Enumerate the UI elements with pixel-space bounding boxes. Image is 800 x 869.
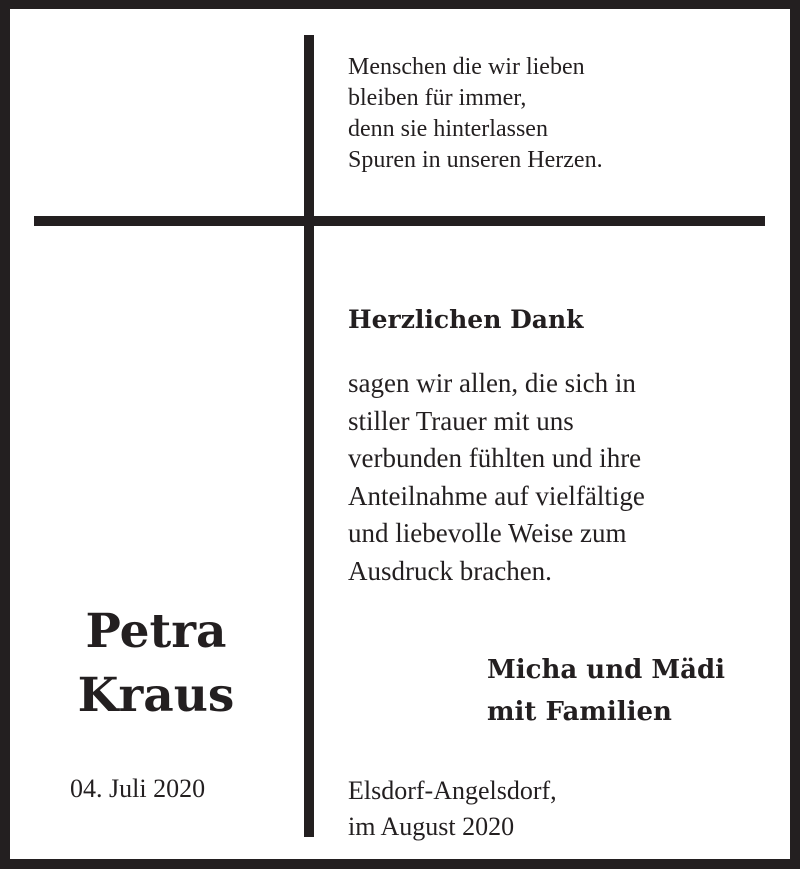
thanks-line: verbunden fühlten und ihre bbox=[348, 443, 642, 474]
thanks-line: Anteilnahme auf vielfältige bbox=[348, 480, 645, 511]
signature-line: Micha und Mädi bbox=[487, 655, 726, 685]
death-date: 04. Juli 2020 bbox=[70, 774, 206, 803]
place-line: im August 2020 bbox=[348, 812, 515, 841]
thanks-line: sagen wir allen, die sich in bbox=[348, 368, 636, 398]
place-and-date bbox=[348, 773, 557, 845]
memorial-quote bbox=[348, 52, 603, 176]
cross-horizontal-bar bbox=[34, 216, 765, 226]
deceased-first-name: Petra bbox=[85, 604, 227, 659]
thanks-line: und liebevolle Weise zum bbox=[348, 518, 627, 549]
deceased-last-name: Kraus bbox=[77, 668, 235, 723]
family-signature bbox=[487, 649, 725, 733]
thanks-heading: Herzlichen Dank bbox=[348, 305, 584, 334]
signature-line: mit Familien bbox=[487, 697, 672, 727]
thanks-line: Ausdruck brachen. bbox=[348, 555, 552, 586]
thanks-text bbox=[348, 365, 645, 591]
cross-vertical-bar bbox=[304, 35, 314, 837]
thanks-line: stiller Trauer mit uns bbox=[348, 405, 574, 436]
deceased-name bbox=[66, 600, 246, 728]
quote-line: bleiben für immer, bbox=[348, 85, 527, 111]
quote-line: denn sie hinterlassen bbox=[348, 116, 548, 142]
quote-line: Menschen die wir lieben bbox=[348, 54, 585, 80]
place-line: Elsdorf-Angelsdorf, bbox=[348, 776, 557, 805]
quote-line: Spuren in unseren Herzen. bbox=[348, 147, 603, 173]
